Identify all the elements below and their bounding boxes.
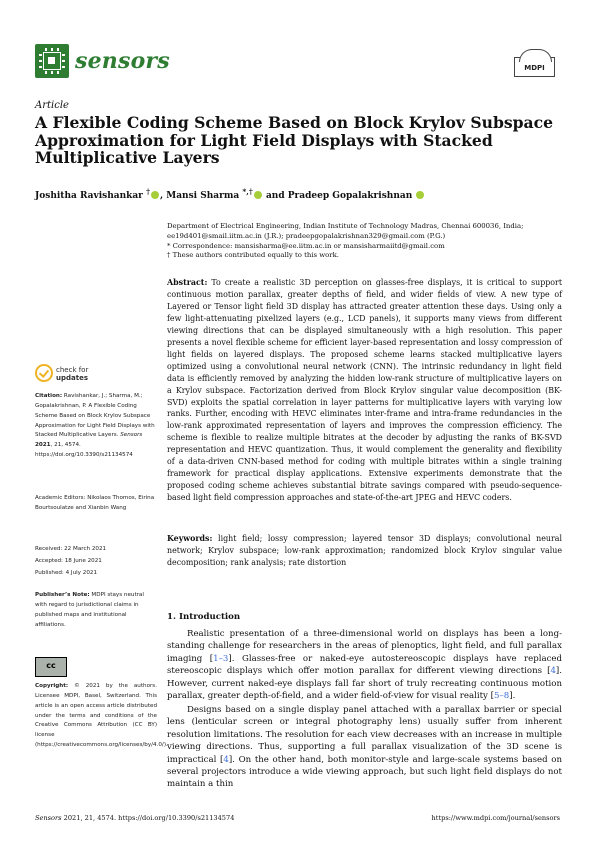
published-date: Published: 4 July 2021: [35, 570, 98, 576]
accepted-date: Accepted: 18 June 2021: [35, 558, 102, 564]
affiliation-block: [167, 222, 562, 261]
text-run: ]. However, current naked-eye displays fall far short of truly recreating continuous motion parallax, greater depth-of-field, and a wider field-of-view for visual reality [: [167, 666, 562, 702]
publishers-note-text: MDPI stays neutral with regard to jurisdictional claims in published maps and institutional affiliations.: [35, 592, 144, 628]
footer-journal: Sensors: [35, 814, 62, 822]
author-2[interactable]: , Mansi Sharma: [160, 191, 240, 201]
text-run: ]. On the other hand, both monitor-style and large-scale systems based on several projectors introduce a wide viewing approach, but such light field displays do not maintain a thin: [167, 754, 563, 790]
publishers-note: [35, 591, 157, 630]
citation-ref[interactable]: 4: [223, 754, 229, 765]
text-run: Designs based on a single display panel attached with a parallax barrier or special lens (lenticular screen or integral photography lens) usually suffer from inherent resolution limitations. The resolution for each view decreases with an increase in multiple viewing directions. Thus, supporting a full parallax visualization of the 3D scene is impractical [: [167, 705, 562, 765]
correspondence[interactable]: * Correspondence: mansisharma@ee.iitm.ac.in or mansisharmaiitd@gmail.com: [167, 241, 445, 250]
affiliation-line: Department of Electrical Engineering, Indian Institute of Technology Madras, Chennai 600036, India;: [167, 222, 524, 230]
keywords-text: light field; lossy compression; layered tensor 3D displays; convolutional neural network; Krylov subspace; low-rank approximation; randomized block Krylov singular value decomposition; rank analysis; rate distortion: [167, 534, 563, 567]
cc-license-icon[interactable]: [35, 657, 67, 677]
affiliation-emails[interactable]: ee19d401@smail.iitm.ac.in (J.R.); pradeepgopalakrishnan329@gmail.com (P.G.): [167, 231, 446, 240]
citation-year: 2021: [35, 442, 51, 449]
intro-paragraph-1: [167, 628, 562, 702]
mdpi-logo[interactable]: [514, 57, 555, 77]
abstract-label: Abstract:: [167, 278, 208, 287]
copyright-text: © 2021 by the authors. Licensee MDPI, Basel, Switzerland. This article is an open access article distributed under the terms and conditions of the Creative Commons Attribution (CC BY) license (https://creativecommons.org/licenses/by/4.0/).: [35, 683, 168, 749]
abstract-text: To create a realistic 3D perception on glasses-free displays, it is critical to support continuous motion parallax, greater depths of field, and wider fields of view. A new type of Layered or Tensor light field 3D display has attracted greater attention these days. Using only a few light-attenuating pixelized layers (e.g., LCD panels), it supports many views from different viewing directions that can be displayed simultaneously with a high resolution. This paper presents a novel flexible scheme for efficient layer-based representation and lossy compression of light fields on layered displays. The proposed scheme learns stacked multiplicative layers optimized using a convolutional neural network (CNN). The intrinsic redundancy in light field data is efficiently removed by analyzing the hidden low-rank structure of multiplicative layers on a Krylov subspace. Factorization derived from Block Krylov singular value decomposition (BK-SVD) exploits the spatial correlation in layer patterns for multiplicative layers with varying low ranks. Further, encoding with HEVC eliminates inter-frame and intra-frame redundancies in the low-rank approximated representation of layers and improves the compression efficiency. The scheme is flexible to realize multiple bitrates at the decoder by adjusting the ranks of BK-SVD representation and HEVC quantization. Thus, it would complement the generality and flexibility of a data-driven CNN-based method for coding with multiple bitrates within a single training framework for practical display applications. Extensive experiments demonstrate that the proposed coding scheme achieves substantial bitrate savings compared with pseudo-sequence-based light field compression approaches and state-of-the-art JPEG and HEVC coders.: [167, 278, 562, 503]
check-icon: [35, 364, 53, 382]
intro-paragraph-2: [167, 704, 562, 791]
orcid-icon[interactable]: [254, 191, 262, 199]
abstract: [167, 277, 562, 504]
equal-contribution-note: † These authors contributed equally to this work.: [167, 251, 339, 260]
academic-editors: Academic Editors: Nikolaos Thomos, Eirina Bourtsoulatze and Xianbin Wang: [35, 495, 155, 511]
keywords: [167, 533, 562, 569]
citation-label: Citation:: [35, 393, 63, 399]
author-2-mark: *,†: [242, 187, 253, 196]
text-run: ].: [509, 691, 516, 702]
section-heading: 1. Introduction: [167, 612, 241, 622]
publishers-note-label: Publisher’s Note:: [35, 592, 90, 598]
citation-doi[interactable]: , 21, 4574. https://doi.org/10.3390/s21134574: [35, 442, 133, 459]
author-1-mark: †: [146, 187, 150, 196]
author-1[interactable]: Joshitha Ravishankar: [35, 191, 143, 201]
citation-ref[interactable]: 5–8: [493, 691, 510, 702]
citation-block: [35, 392, 157, 461]
journal-name: sensors: [75, 48, 170, 74]
text-run: ]. Glasses-free or naked-eye autostereoscopic displays have replaced stereoscopic displays which offer motion parallax for different viewing directions [: [167, 653, 562, 677]
citation-ref[interactable]: 4: [550, 666, 556, 677]
sensors-chip-icon: [35, 44, 69, 78]
author-list: [35, 187, 560, 201]
article-type: Article: [35, 100, 69, 111]
check-for-text: check for: [56, 366, 89, 374]
copyright: [35, 682, 168, 751]
citation-ref[interactable]: 1–3: [213, 653, 229, 664]
citation-journal: Sensors: [120, 432, 143, 439]
orcid-icon[interactable]: [416, 191, 424, 199]
author-3[interactable]: and Pradeep Gopalakrishnan: [262, 191, 413, 201]
orcid-icon[interactable]: [151, 191, 159, 199]
keywords-label: Keywords:: [167, 534, 213, 543]
cc-badge-text: cc: [46, 661, 56, 670]
paper-title: A Flexible Coding Scheme Based on Block Krylov Subspace Approximation for Light Field Displays with Stacked Multiplicative Layers: [35, 113, 554, 167]
footer-doi[interactable]: 2021, 21, 4574. https://doi.org/10.3390/s21134574: [61, 814, 235, 822]
footer-journal-url[interactable]: https://www.mdpi.com/journal/sensors: [431, 814, 560, 822]
check-for-updates[interactable]: [35, 364, 155, 386]
updates-text: updates: [56, 374, 88, 382]
mdpi-logo-text: MDPI: [524, 64, 545, 72]
text-run: Realistic presentation of a three-dimensional world on displays has been a long-standing challenge for researchers in the areas of plenoptics, light field, and full parallax imaging [: [167, 629, 562, 664]
footer-citation: [35, 814, 234, 822]
citation-text: Ravishankar, J.; Sharma, M.; Gopalakrishnan, P. A Flexible Coding Scheme Based on Block Krylov Subspace Approximation for Light Field Displays with Stacked Multiplicative Layers.: [35, 393, 155, 439]
received-date: Received: 22 March 2021: [35, 546, 107, 552]
copyright-label: Copyright:: [35, 683, 69, 689]
